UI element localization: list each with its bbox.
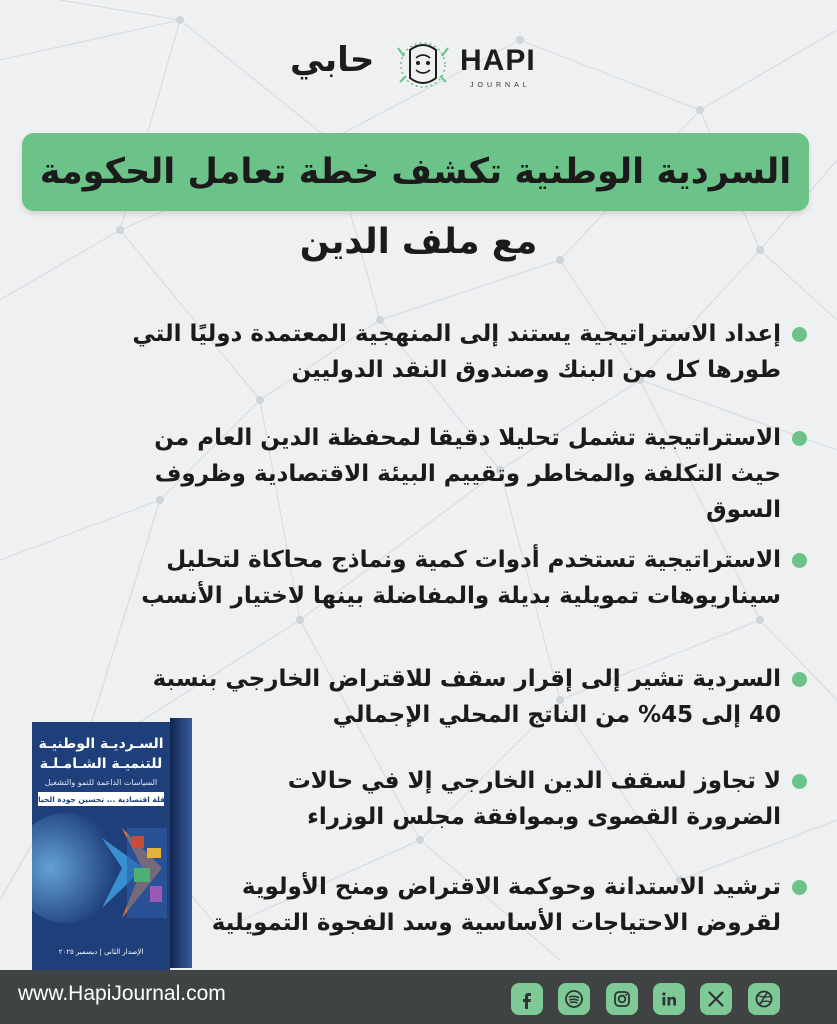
bullet-text: ترشيد الاستدانة وحوكمة الاقتراض ومنح الأولوية لقروض الاحتياجات الأساسية وسد الفجوة التمويلية [211,874,781,936]
list-item [187,869,807,941]
logo-english-text: HAPI [460,44,536,77]
bullet-dot-icon [792,880,807,895]
hapi-emblem-icon [388,30,458,100]
bullet-text: الاستراتيجية تشمل تحليلا دقيقا لمحفظة الدين العام من حيث التكلفة والمخاطر وتقييم البيئة الاقتصادية وظروف السوق [154,425,781,523]
book-tagline: نقلة اقتصادية ... تحسين جودة الحياة [33,795,169,804]
linkedin-icon[interactable] [653,983,685,1015]
bullet-dot-icon [792,774,807,789]
facebook-icon[interactable] [511,983,543,1015]
book-title-2: للتنميـة الشـامـلـة [39,756,163,772]
list-item [127,316,807,388]
headline-line-1: السردية الوطنية تكشف خطة تعامل الحكومة [39,152,792,192]
logo-arabic-text: حابي [290,40,375,80]
bullet-dot-icon [792,327,807,342]
book-edition: الإصدار الثاني | ديسمبر ٢٠٢٥ [58,948,144,956]
list-item [127,661,807,733]
spotify-icon[interactable] [558,983,590,1015]
bullet-dot-icon [792,431,807,446]
instagram-icon[interactable] [606,983,638,1015]
bullet-dot-icon [792,672,807,687]
dribbble-icon[interactable] [748,983,780,1015]
bullet-dot-icon [792,553,807,568]
bullet-text: السردية تشير إلى إقرار سقف للاقتراض الخارجي بنسبة 40 إلى 45% من الناتج المحلي الإجمالي [152,666,781,728]
list-item [127,542,807,614]
logo-english-subtext: JOURNAL [470,82,531,89]
list-item [187,763,807,835]
bullet-text: الاستراتيجية تستخدم أدوات كمية ونماذج محاكاة لتحليل سيناريوهات تمويلية بديلة والمفاضلة بينها لاختيار الأنسب [141,547,781,609]
x-icon[interactable] [700,983,732,1015]
book-title-1: السـرديـة الوطنيـة [38,736,164,752]
book-subtitle: السياسات الداعمة للنمو والتشغيل [44,778,158,787]
bullet-text: لا تجاوز لسقف الدين الخارجي إلا في حالات الضرورة القصوى وبموافقة مجلس الوزراء [287,768,781,830]
book-cover-image [32,718,192,970]
headline-line-2: مع ملف الدين [299,222,538,262]
website-link[interactable]: www.HapiJournal.com [18,982,226,1005]
bullet-text: إعداد الاستراتيجية يستند إلى المنهجية المعتمدة دوليًا التي طورها كل من البنك وصندوق النقد الدوليين [132,321,781,383]
list-item [127,420,807,528]
